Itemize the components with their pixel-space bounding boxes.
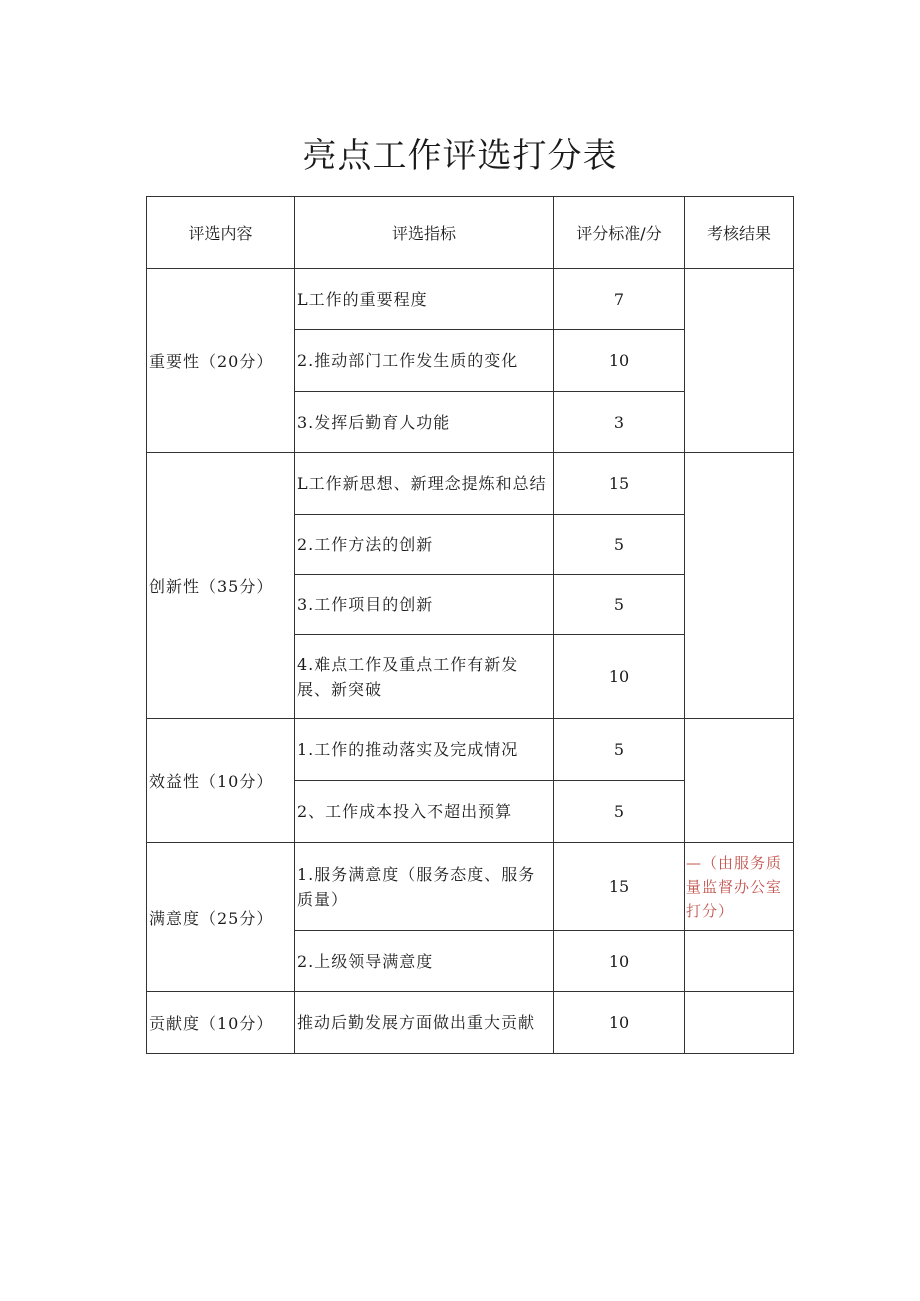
indicator-cell: 2.工作方法的创新: [295, 515, 554, 575]
indicator-cell: 3.工作项目的创新: [295, 575, 554, 635]
category-cell: 重要性（20分）: [147, 269, 295, 453]
result-cell[interactable]: [685, 719, 794, 843]
score-cell: 5: [554, 781, 685, 843]
score-cell: 5: [554, 515, 685, 575]
table-row: [147, 992, 794, 1054]
result-cell[interactable]: [685, 931, 794, 992]
score-cell: 10: [554, 635, 685, 719]
table-row: [147, 719, 794, 781]
score-cell: 15: [554, 453, 685, 515]
table-row: [147, 269, 794, 330]
score-cell: 7: [554, 269, 685, 330]
header-indicator: 评选指标: [295, 197, 554, 269]
indicator-cell: L工作的重要程度: [295, 269, 554, 330]
score-cell: 3: [554, 392, 685, 453]
header-score: 评分标准/分: [554, 197, 685, 269]
category-cell: 贡献度（10分）: [147, 992, 295, 1054]
result-cell[interactable]: [685, 453, 794, 719]
indicator-cell: 推动后勤发展方面做出重大贡献: [295, 992, 554, 1054]
indicator-cell: 2.上级领导满意度: [295, 931, 554, 992]
score-cell: 5: [554, 719, 685, 781]
table-row: [147, 453, 794, 515]
page-title: 亮点工作评选打分表: [302, 136, 618, 176]
header-row: [147, 197, 794, 269]
score-cell: 5: [554, 575, 685, 635]
indicator-cell: 1.工作的推动落实及完成情况: [295, 719, 554, 781]
indicator-cell: 2.推动部门工作发生质的变化: [295, 330, 554, 392]
score-cell: 10: [554, 992, 685, 1054]
indicator-cell: L工作新思想、新理念提炼和总结: [295, 453, 554, 515]
result-cell[interactable]: [685, 269, 794, 453]
score-cell: 10: [554, 931, 685, 992]
indicator-cell: 2、工作成本投入不超出预算: [295, 781, 554, 843]
score-cell: 15: [554, 843, 685, 931]
score-cell: 10: [554, 330, 685, 392]
indicator-cell: 1.服务满意度（服务态度、服务质量）: [295, 843, 554, 931]
header-content: 评选内容: [147, 197, 295, 269]
result-cell[interactable]: [685, 992, 794, 1054]
indicator-cell: 4.难点工作及重点工作有新发展、新突破: [295, 635, 554, 719]
result-note: —（由服务质量监督办公室打分）: [685, 843, 794, 931]
table-row: [147, 843, 794, 931]
category-cell: 创新性（35分）: [147, 453, 295, 719]
score-table: [146, 196, 794, 1054]
category-cell: 效益性（10分）: [147, 719, 295, 843]
indicator-cell: 3.发挥后勤育人功能: [295, 392, 554, 453]
category-cell: 满意度（25分）: [147, 843, 295, 992]
header-result: 考核结果: [685, 197, 794, 269]
